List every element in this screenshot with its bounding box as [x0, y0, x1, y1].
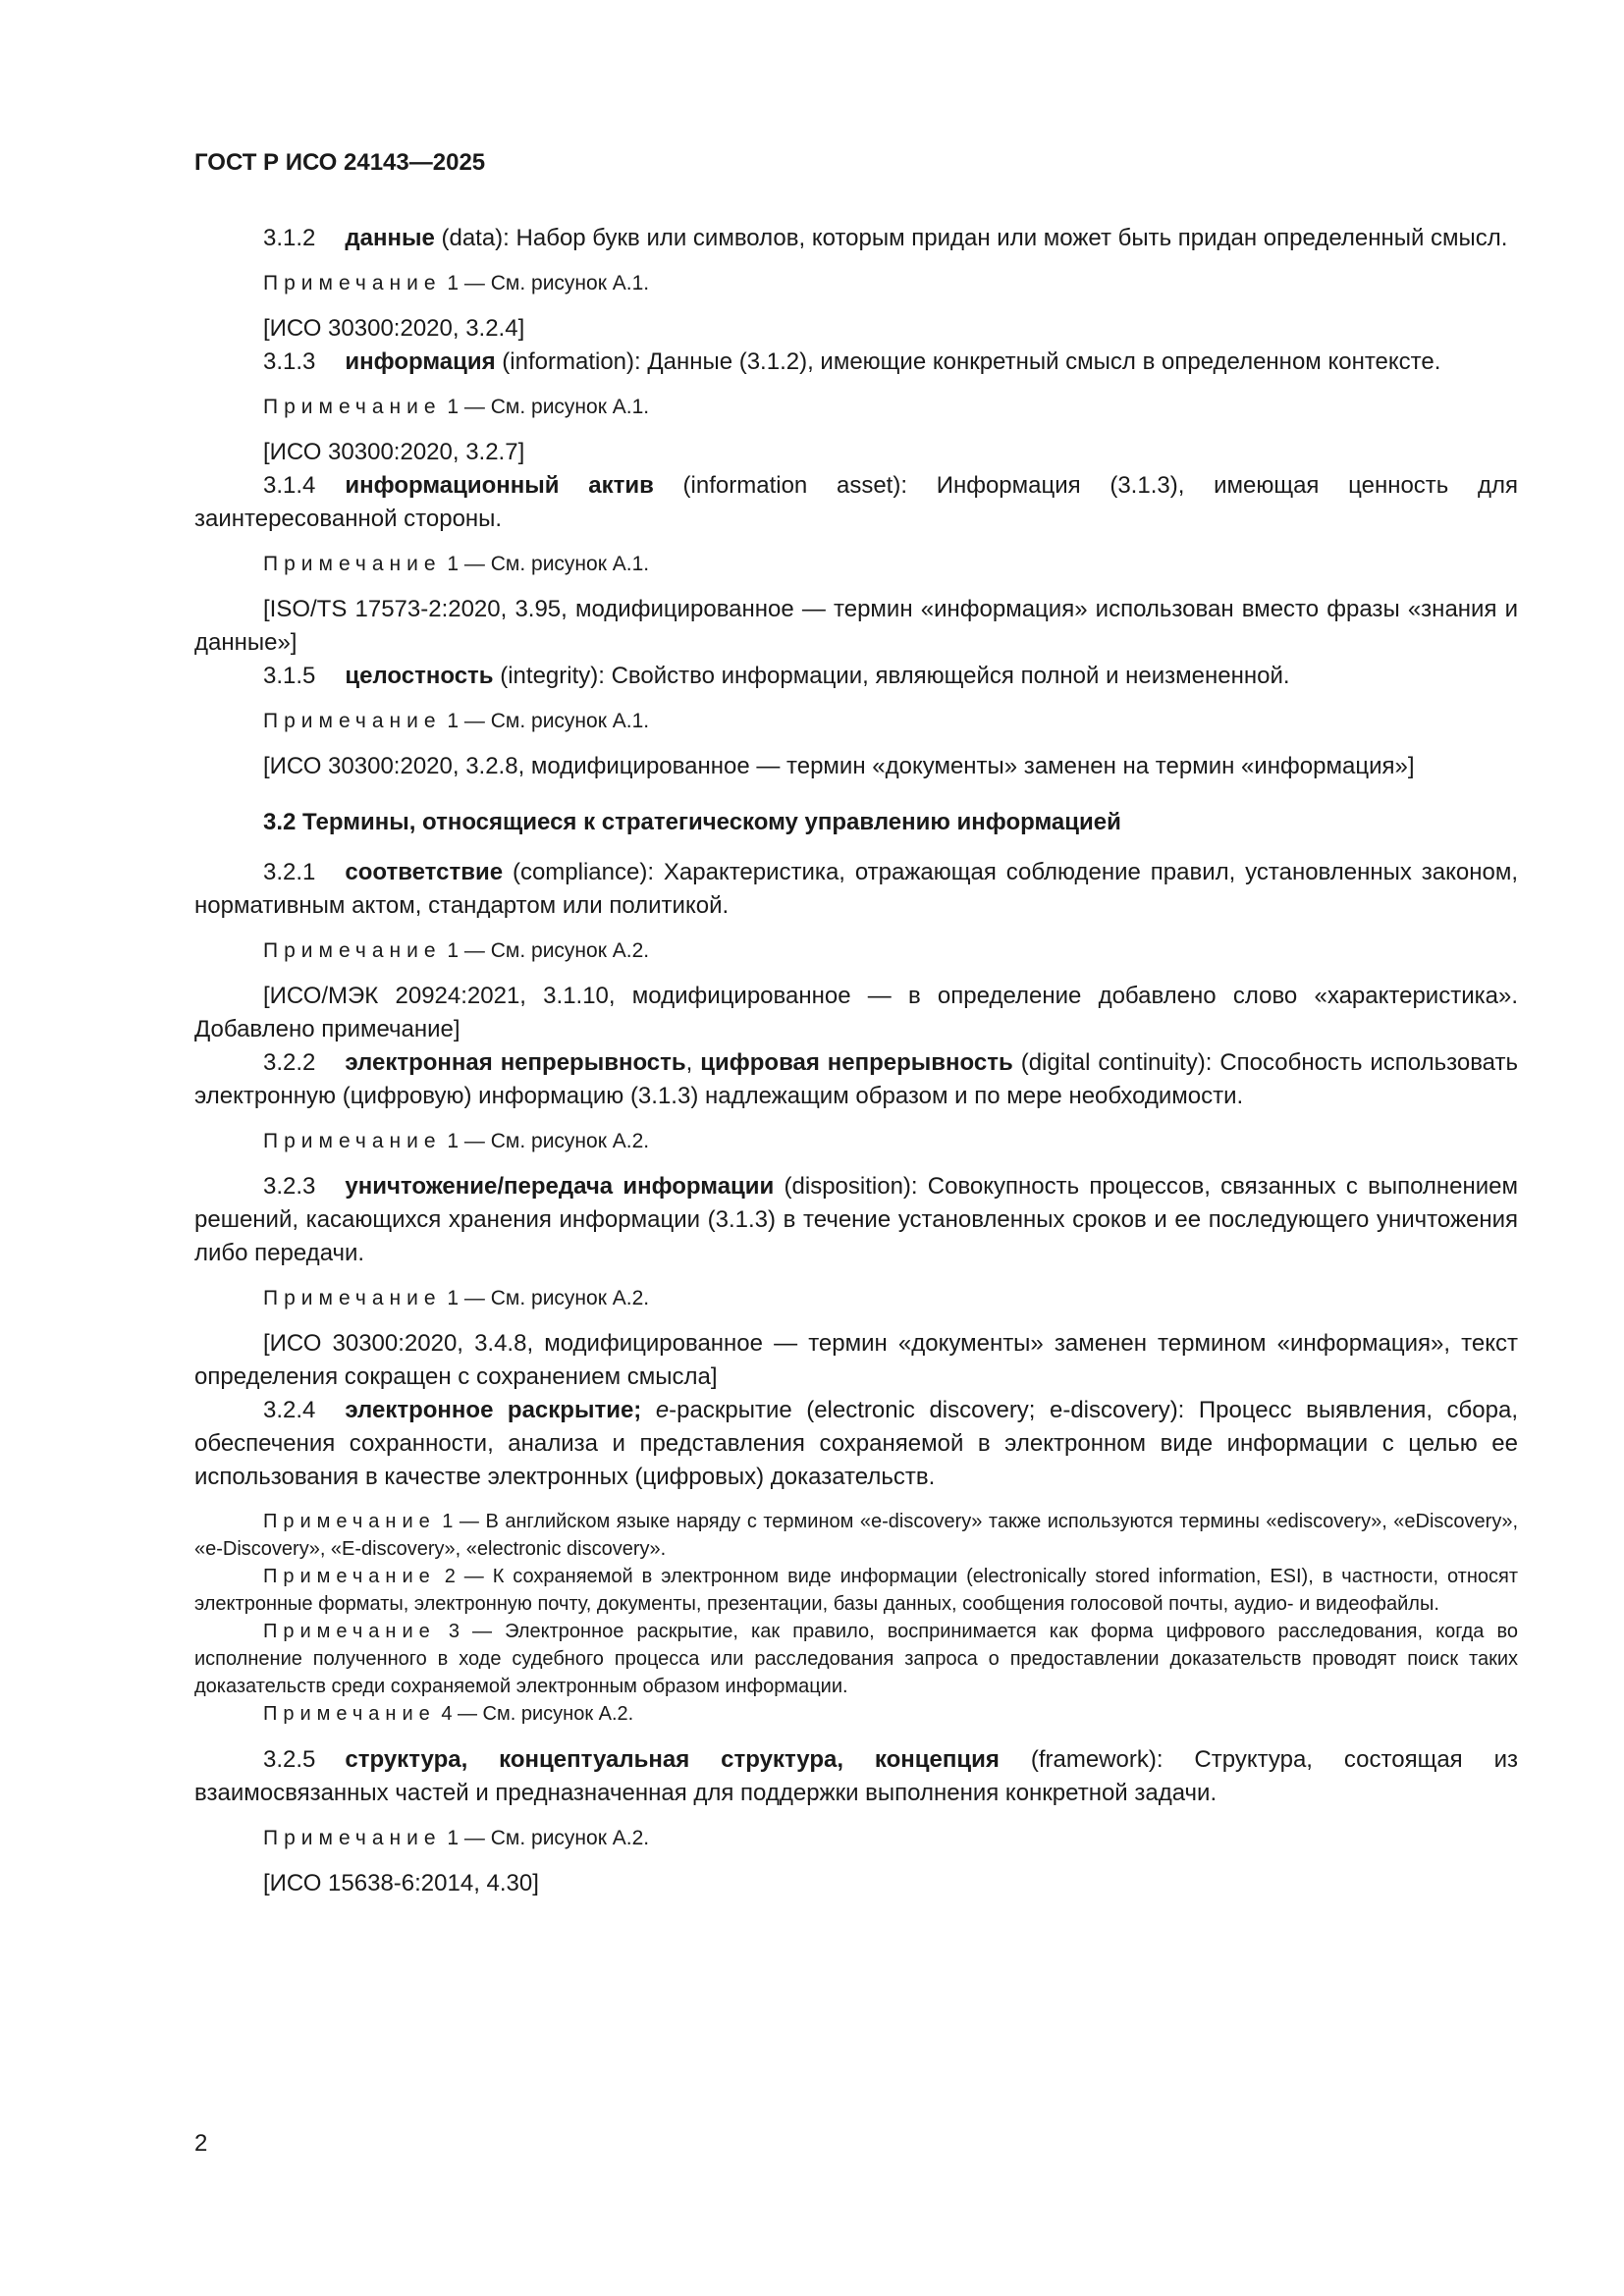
note: [263, 1284, 1518, 1313]
term-entry: [194, 1170, 1518, 1270]
term-number: 3.2.4: [263, 1397, 316, 1423]
page-number: 2: [194, 2130, 208, 2157]
term-number: 3.2.3: [263, 1173, 316, 1200]
term-name: целостность: [345, 663, 494, 689]
note-label: Примечание: [263, 1703, 436, 1725]
term-name: соответствие: [345, 859, 504, 885]
source-reference: [ИСО 30300:2020, 3.2.7]: [263, 439, 525, 465]
term-number: 3.1.5: [263, 663, 316, 689]
term-name: структура, концептуальная структура, концепция: [345, 1746, 1000, 1773]
term-name: электронная непрерывность: [345, 1049, 686, 1076]
term-definition: (compliance): Характеристика, отражающая соблюдение правил, установленных законом, нормативным актом, стандартом или политикой.: [194, 859, 1518, 919]
note-label: Примечание: [263, 1130, 442, 1152]
term-entry: [194, 1743, 1518, 1810]
document-header: ГОСТ Р ИСО 24143—2025: [194, 149, 486, 176]
term-entry: [194, 1394, 1518, 1494]
note-label: Примечание: [263, 1287, 442, 1309]
term-name-alt: цифровая непрерывность: [700, 1049, 1013, 1076]
term-name: уничтожение/передача информации: [345, 1173, 775, 1200]
source-reference: [ИСО 30300:2020, 3.4.8, модифицированное — термин «документы» заменен термином «информация», текст определения сокращен с сохранением смысла]: [194, 1330, 1518, 1390]
term-number: 3.2.2: [263, 1049, 316, 1076]
term-name: данные: [345, 225, 435, 251]
term-name: информация: [345, 348, 496, 375]
note-label: Примечание: [263, 1621, 436, 1642]
note-text: 1 — См. рисунок А.1.: [441, 396, 650, 418]
note-text: 1 — См. рисунок А.2.: [441, 1827, 650, 1849]
source-reference: [ИСО 30300:2020, 3.2.4]: [263, 315, 525, 342]
term-definition: (information asset): Информация (3.1.3), имеющая ценность для заинтересованной стороны.: [194, 472, 1519, 532]
note-text: 4 — См. рисунок А.2.: [435, 1703, 634, 1725]
note-label: Примечание: [263, 1566, 436, 1587]
note: [194, 1563, 1518, 1618]
term-alt-italic: e: [655, 1397, 670, 1423]
term-entry: [194, 469, 1518, 536]
note-text: 1 — См. рисунок А.2.: [441, 1287, 650, 1309]
note: [263, 936, 1518, 966]
term-definition: (electronic discovery; e-discovery): Процесс выявления, сбора, обеспечения сохранности, анализа и представления сохраняемой в электронном виде информации с целью ее использования в качестве электронных (цифровых) доказательств.: [194, 1397, 1518, 1490]
note: [194, 1508, 1518, 1563]
note-label: Примечание: [263, 1827, 442, 1849]
note-label: Примечание: [263, 1511, 436, 1532]
term-definition: (digital continuity): Способность использовать электронную (цифровую) информацию (3.1.3) надлежащим образом и по мере необходимости.: [194, 1049, 1518, 1109]
term-definition: (information): Данные (3.1.2), имеющие конкретный смысл в определенном контексте.: [495, 348, 1441, 375]
term-entry: [194, 856, 1518, 923]
note-text: 1 — В английском языке наряду с термином «e-discovery» также используются термины «ediscovery», «eDiscovery», «e-Discovery», «E-discovery», «electronic discovery».: [194, 1511, 1518, 1560]
note: [263, 269, 1518, 298]
note: [263, 550, 1518, 579]
source-reference: [ИСО 15638-6:2014, 4.30]: [263, 1870, 539, 1896]
source-reference: [ИСО 30300:2020, 3.2.8, модифицированное — термин «документы» заменен на термин «информация»]: [263, 753, 1415, 779]
note: [194, 1618, 1518, 1700]
section-heading: 3.2 Термины, относящиеся к стратегическому управлению информацией: [263, 809, 1121, 835]
note-text: 2 — К сохраняемой в электронном виде информации (electronically stored information, ESI), в частности, относят электронные форматы, электронную почту, документы, презентации, базы данных, сообщения голосовой почты, аудио- и видеофайлы.: [194, 1566, 1518, 1615]
note: [263, 707, 1518, 736]
term-definition: (disposition): Совокупность процессов, связанных с выполнением решений, касающихся хранения информации (3.1.3) в течение установленных сроков и ее последующего уничтожения либо передачи.: [194, 1173, 1519, 1266]
note-text: 1 — См. рисунок А.1.: [441, 272, 650, 294]
note: [194, 1700, 1518, 1728]
term-definition: (framework): Структура, состоящая из взаимосвязанных частей и предназначенная для поддержки выполнения конкретной задачи.: [194, 1746, 1519, 1806]
note-text: 1 — См. рисунок А.1.: [441, 710, 650, 732]
note-text: 1 — См. рисунок А.1.: [441, 553, 650, 575]
term-number: 3.2.1: [263, 859, 316, 885]
note-text: 1 — См. рисунок А.2.: [441, 1130, 650, 1152]
note-label: Примечание: [263, 710, 442, 732]
term-number: 3.2.5: [263, 1746, 316, 1773]
note-label: Примечание: [263, 396, 442, 418]
term-number: 3.1.3: [263, 348, 316, 375]
term-entry: [194, 222, 1518, 255]
note-text: 3 — Электронное раскрытие, как правило, воспринимается как форма цифрового расследования, когда во исполнение полученного в ходе судебного процесса или расследования запроса о предоставлении доказательств проводят поиск таких доказательств среди сохраняемой электронным образом информации.: [194, 1621, 1518, 1697]
note-label: Примечание: [263, 939, 442, 962]
term-entry: [194, 660, 1518, 693]
note-text: 1 — См. рисунок А.2.: [441, 939, 650, 962]
term-number: 3.1.4: [263, 472, 316, 499]
term-name: электронное раскрытие;: [345, 1397, 642, 1423]
term-definition: (data): Набор букв или символов, которым придан или может быть придан определенный смысл.: [434, 225, 1508, 251]
source-reference: [ИСО/МЭК 20924:2021, 3.1.10, модифицированное — в определение добавлено слово «характеристика». Добавлено примечание]: [194, 983, 1518, 1042]
term-entry: [194, 1046, 1518, 1113]
note-label: Примечание: [263, 272, 442, 294]
note: [263, 393, 1518, 422]
document-body: [194, 216, 1519, 1900]
term-alt-rest: -раскрытие: [669, 1397, 792, 1423]
term-entry: [194, 346, 1518, 379]
term-definition: (integrity): Свойство информации, являющейся полной и неизмененной.: [493, 663, 1290, 689]
note-label: Примечание: [263, 553, 442, 575]
term-name: информационный актив: [345, 472, 654, 499]
note: [263, 1127, 1518, 1156]
note: [263, 1824, 1518, 1853]
term-separator: ,: [685, 1049, 701, 1076]
term-number: 3.1.2: [263, 225, 316, 251]
source-reference: [ISO/TS 17573-2:2020, 3.95, модифицированное — термин «информация» использован вместо фразы «знания и данные»]: [194, 596, 1518, 656]
